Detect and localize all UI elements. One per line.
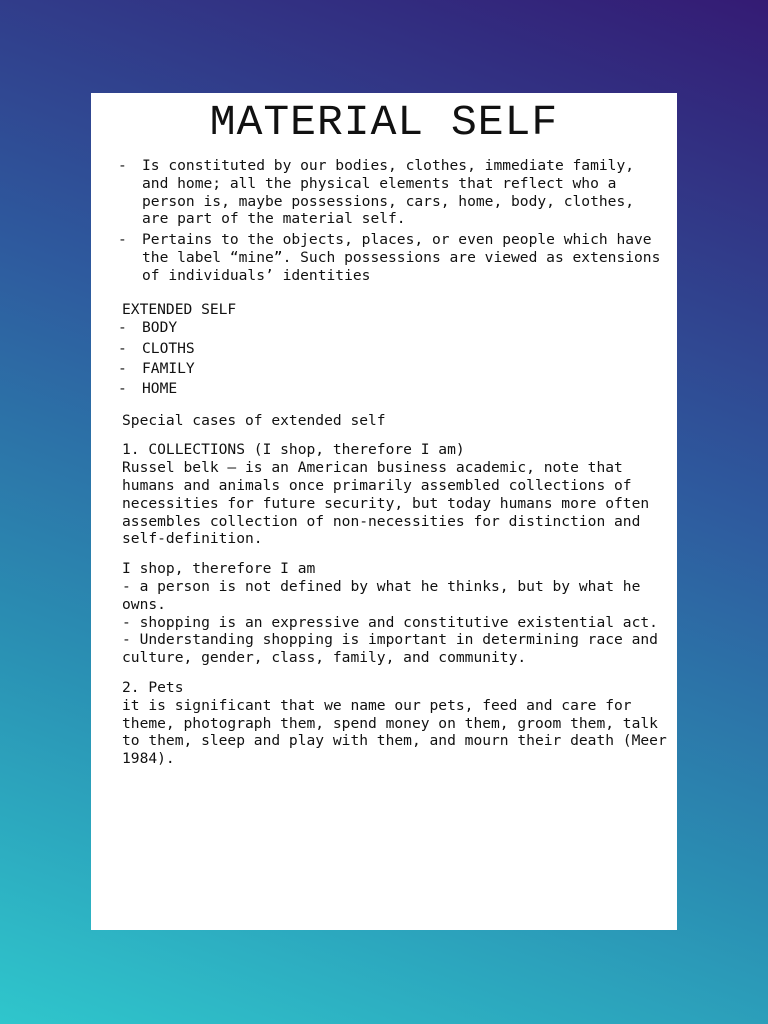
pets-body: it is significant that we name our pets, feed and care for theme, photograph them, spend money on them, groom them, talk to them, sleep and play with them, and mourn their death (Meer 1984). <box>122 696 667 768</box>
shop-line: - shopping is an expressive and constitutive existential act. <box>122 613 658 631</box>
pets-section <box>122 679 667 768</box>
shop-line: - Understanding shopping is important in determining race and culture, gender, class, family, and community. <box>122 631 658 667</box>
list-item: - CLOTHS <box>122 339 667 359</box>
list-item: - BODY <box>122 318 667 338</box>
collections-section <box>122 441 667 548</box>
collections-body: Russel belk – is an American business academic, note that humans and animals once primarily assembled collections of necessities for future security, but today humans more often assembles collection of non-necessities for distinction and self-definition. <box>122 459 650 548</box>
extended-self-heading: EXTENDED SELF <box>122 300 237 318</box>
document-page <box>91 93 677 930</box>
page-title: MATERIAL SELF <box>209 98 559 147</box>
shop-line: - a person is not defined by what he thinks, but by what he owns. <box>122 577 641 613</box>
intro-item: - Pertains to the objects, places, or even people which have the label “mine”. Such possessions are viewed as extensions of individuals’ identities <box>122 231 667 284</box>
extended-self-list <box>122 318 667 399</box>
shop-section <box>122 560 667 667</box>
list-item: - FAMILY <box>122 359 667 379</box>
intro-item: - Is constituted by our bodies, clothes, immediate family, and home; all the physical elements that reflect who a person is, maybe possessions, cars, home, body, clothes, are part of the material self. <box>122 157 667 228</box>
shop-heading: I shop, therefore I am <box>122 560 316 578</box>
special-cases-heading: Special cases of extended self <box>122 411 386 429</box>
list-item: - HOME <box>122 379 667 399</box>
collections-heading: 1. COLLECTIONS (I shop, therefore I am) <box>122 441 465 459</box>
pets-heading: 2. Pets <box>122 678 184 696</box>
intro-list <box>122 157 667 285</box>
